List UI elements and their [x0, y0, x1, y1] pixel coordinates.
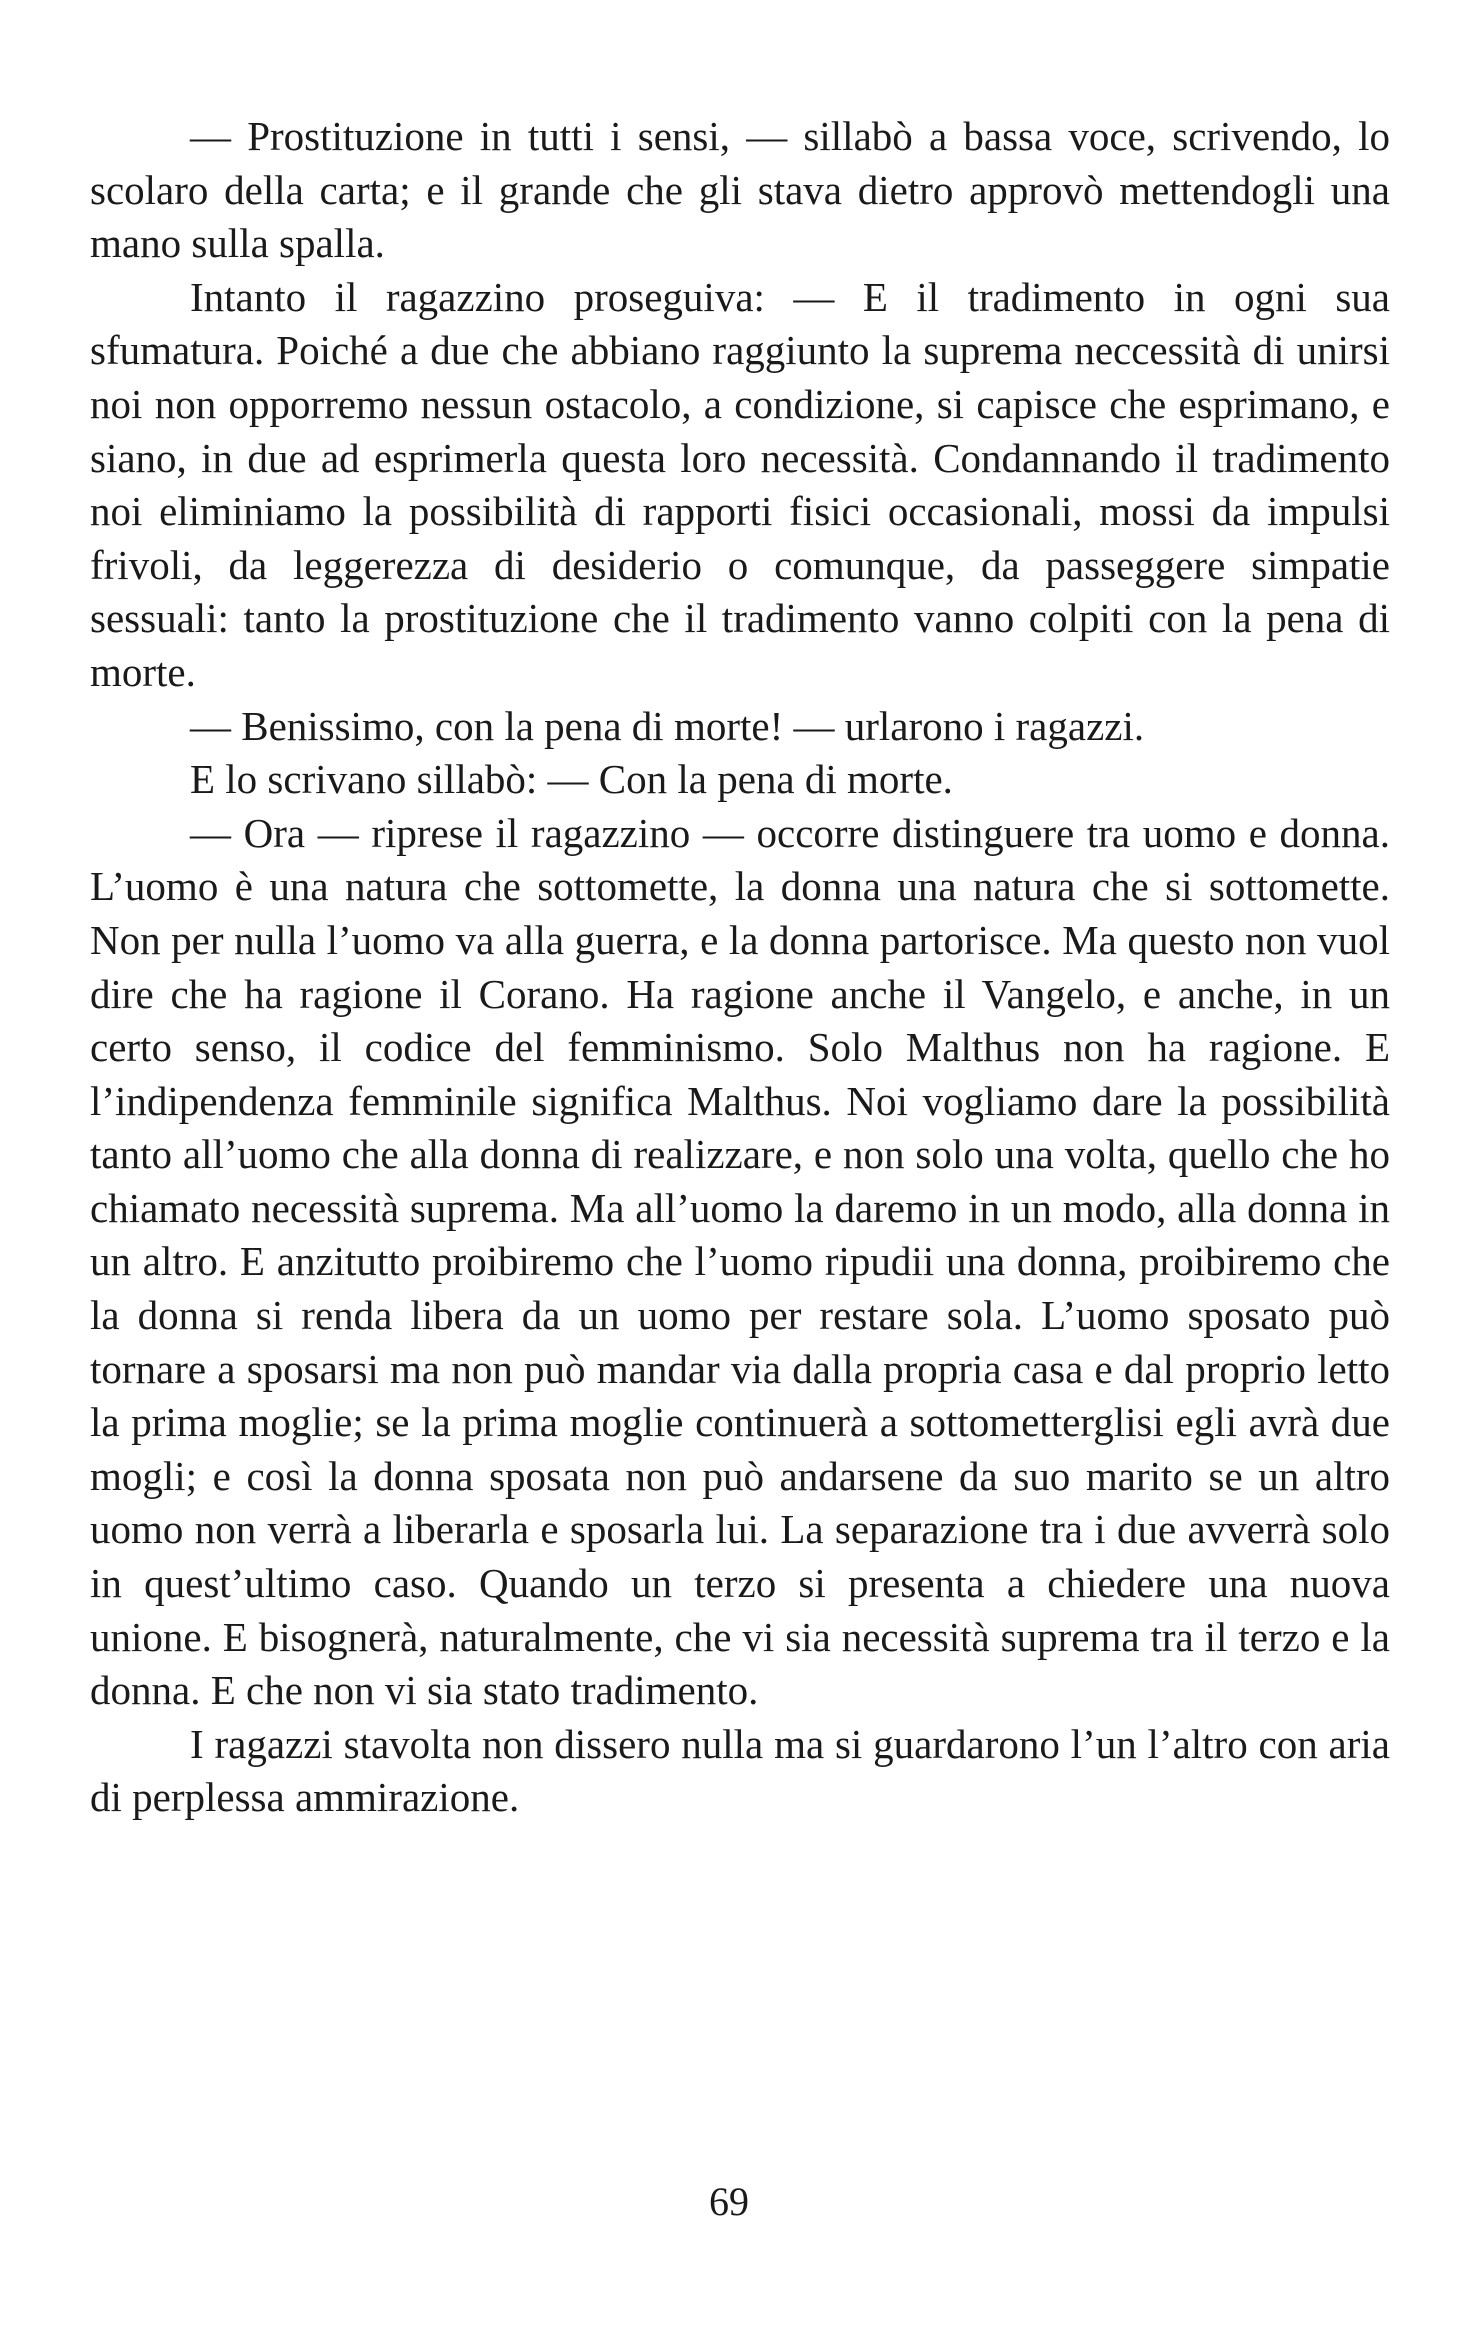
- paragraph-5: — Ora — riprese il ragazzino — occorre distinguere tra uomo e donna. L’uomo è una natura che sottomette, la donna una natura che si sottomette. Non per nulla l’uomo va alla guerra, e la donna partorisce. Ma questo non vuol dire che ha ragione il Corano. Ha ragione anche il Vangelo, e anche, in un certo senso, il codice del femminismo. Solo Malthus non ha ragione. E l’indipendenza femminile significa Malthus. Noi vogliamo dare la possibilità tanto all’uomo che alla donna di realizzare, e non solo una volta, quello che ho chiamato necessità suprema. Ma all’uomo la daremo in un modo, alla donna in un altro. E anzitutto proibiremo che l’uomo ripudii una donna, proibiremo che la donna si renda libera da un uomo per restare sola. L’uomo sposato può tornare a sposarsi ma non può mandar via dalla propria casa e dal proprio letto la prima moglie; se la prima moglie continuerà a sottometterglisi egli avrà due mogli; e così la donna sposata non può andarsene da suo marito se un altro uomo non verrà a liberarla e sposarla lui. La separazione tra i due avverrà solo in quest’ultimo caso. Quando un terzo si presenta a chiedere una nuova unione. E bisognerà, naturalmente, che vi sia necessità suprema tra il terzo e la donna. E che non vi sia stato tradimento.: [90, 809, 1390, 1714]
- paragraph-1: — Prostituzione in tutti i sensi, — sillabò a bassa voce, scrivendo, lo scolaro della carta; e il grande che gli stava dietro approvò mettendogli una mano sulla spalla.: [90, 113, 1390, 267]
- paragraph-4: E lo scrivano sillabò: — Con la pena di morte.: [190, 756, 953, 803]
- page-number: 69: [709, 2179, 749, 2224]
- paragraph-3: — Benissimo, con la pena di morte! — urlarono i ragazzi.: [190, 702, 1145, 749]
- page-body: [90, 110, 1390, 1825]
- paragraph-2: Intanto il ragazzino proseguiva: — E il tradimento in ogni sua sfumatura. Poiché a due che abbiano raggiunto la suprema neccessità di unirsi noi non opporremo nessun ostacolo, a condizione, si capisce che esprimano, e siano, in due ad esprimerla questa loro necessità. Condannando il tradimento noi eliminiamo la possibilità di rapporti fisici occasionali, mossi da impulsi frivoli, da leggerezza di desiderio o comunque, da passeggere simpatie sessuali: tanto la prostituzione che il tradimento vanno colpiti con la pena di morte.: [90, 273, 1390, 695]
- paragraph-6: I ragazzi stavolta non dissero nulla ma si guardarono l’un l’altro con aria di perplessa ammirazione.: [90, 1720, 1390, 1821]
